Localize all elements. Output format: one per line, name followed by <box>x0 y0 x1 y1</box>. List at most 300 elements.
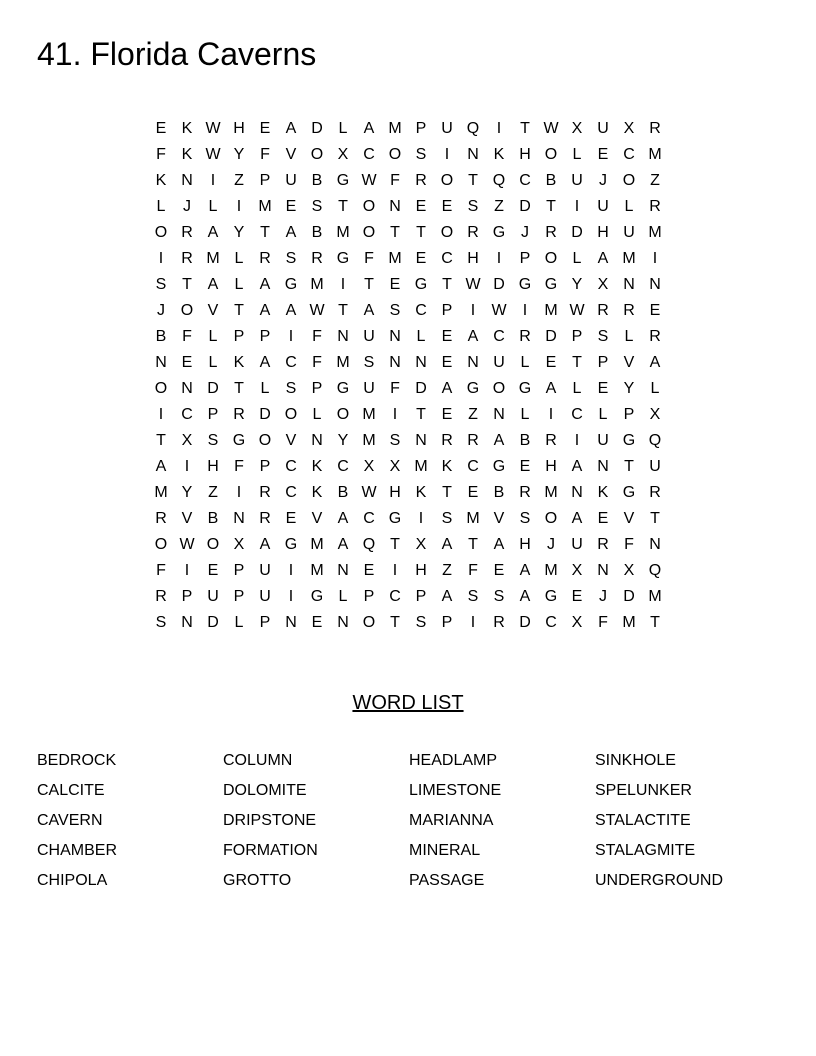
grid-cell: M <box>336 354 350 371</box>
page-title: 41. Florida Caverns <box>37 36 317 72</box>
grid-cell: L <box>624 328 634 345</box>
grid-cell: D <box>623 588 635 605</box>
grid-cell: R <box>181 224 193 241</box>
grid-cell: G <box>466 380 480 397</box>
grid-cell: H <box>467 250 479 267</box>
grid-cell: G <box>544 588 558 605</box>
grid-cell: R <box>467 224 479 241</box>
grid-row <box>148 480 668 506</box>
grid-cell: L <box>338 120 348 137</box>
grid-cell: I <box>288 562 294 579</box>
grid-cell: N <box>181 614 193 631</box>
grid-cell: D <box>571 224 583 241</box>
grid-cell: R <box>597 536 609 553</box>
grid-cell: Y <box>337 432 349 449</box>
grid-cell: V <box>623 354 635 371</box>
grid-cell: A <box>337 536 349 553</box>
grid-cell: A <box>467 328 479 345</box>
grid-cell: X <box>571 562 583 579</box>
grid-cell: A <box>545 380 557 397</box>
grid-cell: T <box>234 302 244 319</box>
word-list-item: CALCITE <box>37 782 105 799</box>
grid-cell: R <box>519 484 531 501</box>
grid-cell: F <box>234 458 244 475</box>
grid-cell: C <box>285 484 297 501</box>
grid-cell: V <box>493 510 505 527</box>
word-list-item: SPELUNKER <box>595 782 692 799</box>
grid-cell: A <box>285 224 297 241</box>
grid-cell: W <box>569 302 585 319</box>
grid-cell: A <box>207 224 219 241</box>
grid-cell: O <box>362 198 376 215</box>
grid-cell: E <box>597 146 609 163</box>
word-list-item: STALACTITE <box>595 812 691 829</box>
grid-cell: K <box>597 484 609 501</box>
grid-row <box>148 584 668 610</box>
grid-cell: F <box>312 328 322 345</box>
grid-cell: P <box>441 614 453 631</box>
grid-cell: N <box>493 406 505 423</box>
word-list-item: DRIPSTONE <box>223 812 317 829</box>
grid-cell: I <box>496 120 502 137</box>
word-list-item: CHIPOLA <box>37 872 108 889</box>
grid-cell: S <box>415 614 427 631</box>
grid-cell: I <box>652 250 658 267</box>
grid-cell: S <box>597 328 609 345</box>
grid-cell: P <box>415 120 427 137</box>
grid-cell: R <box>649 198 661 215</box>
grid-cell: R <box>259 484 271 501</box>
grid-cell: L <box>312 406 322 423</box>
grid-row <box>148 350 668 376</box>
grid-row <box>148 506 668 532</box>
grid-cell: M <box>336 224 350 241</box>
grid-cell: O <box>180 302 194 319</box>
grid-cell: C <box>389 588 401 605</box>
grid-cell: H <box>233 120 245 137</box>
grid-cell: X <box>649 406 661 423</box>
grid-cell: M <box>310 536 324 553</box>
grid-cell: S <box>311 198 323 215</box>
grid-cell: N <box>415 432 427 449</box>
grid-cell: R <box>441 432 453 449</box>
grid-cell: D <box>493 276 505 293</box>
grid-cell: U <box>285 172 297 189</box>
grid-cell: F <box>156 146 166 163</box>
grid-cell: Q <box>648 432 662 449</box>
grid-cell: C <box>363 146 375 163</box>
grid-cell: O <box>622 172 636 189</box>
grid-cell: F <box>260 146 270 163</box>
grid-cell: I <box>574 432 580 449</box>
grid-cell: G <box>518 380 532 397</box>
grid-cell: P <box>259 172 271 189</box>
grid-cell: M <box>362 432 376 449</box>
grid-cell: F <box>390 380 400 397</box>
grid-cell: P <box>571 328 583 345</box>
grid-cell: O <box>154 536 168 553</box>
grid-cell: R <box>623 302 635 319</box>
grid-cell: N <box>623 276 635 293</box>
grid-cell: S <box>493 588 505 605</box>
grid-cell: W <box>361 484 377 501</box>
grid-cell: P <box>363 588 375 605</box>
grid-cell: S <box>389 302 401 319</box>
grid-cell: F <box>624 536 634 553</box>
grid-cell: L <box>208 354 218 371</box>
grid-cell: E <box>181 354 193 371</box>
grid-cell: T <box>338 302 348 319</box>
grid-cell: E <box>441 406 453 423</box>
grid-cell: M <box>648 146 662 163</box>
grid-cell: M <box>414 458 428 475</box>
grid-cell: T <box>390 224 400 241</box>
grid-cell: U <box>649 458 661 475</box>
grid-cell: C <box>337 458 349 475</box>
grid-cell: M <box>388 120 402 137</box>
grid-cell: Y <box>571 276 583 293</box>
grid-cell: M <box>154 484 168 501</box>
grid-cell: T <box>650 614 660 631</box>
grid-cell: I <box>236 484 242 501</box>
word-list-item: UNDERGROUND <box>595 872 723 889</box>
grid-cell: G <box>284 276 298 293</box>
grid-row <box>148 142 668 168</box>
grid-cell: W <box>179 536 195 553</box>
grid-cell: C <box>623 146 635 163</box>
grid-cell: S <box>285 380 297 397</box>
grid-cell: E <box>597 380 609 397</box>
grid-cell: E <box>441 328 453 345</box>
grid-cell: P <box>233 588 245 605</box>
grid-cell: F <box>468 562 478 579</box>
grid-cell: B <box>207 510 219 527</box>
grid-cell: E <box>259 120 271 137</box>
grid-cell: A <box>363 120 375 137</box>
grid-cell: D <box>519 198 531 215</box>
grid-cell: Q <box>466 120 480 137</box>
grid-cell: F <box>598 614 608 631</box>
grid-cell: A <box>285 120 297 137</box>
grid-cell: F <box>364 250 374 267</box>
grid-cell: O <box>492 380 506 397</box>
grid-cell: Z <box>442 562 452 579</box>
grid-cell: A <box>441 380 453 397</box>
grid-cell: P <box>259 614 271 631</box>
grid-cell: T <box>572 354 582 371</box>
grid-cell: U <box>207 588 219 605</box>
grid-cell: R <box>545 432 557 449</box>
grid-cell: E <box>285 510 297 527</box>
grid-cell: A <box>285 302 297 319</box>
grid-cell: L <box>234 614 244 631</box>
grid-cell: U <box>363 328 375 345</box>
grid-cell: K <box>493 146 505 163</box>
grid-cell: G <box>622 484 636 501</box>
grid-row <box>148 610 668 636</box>
grid-cell: A <box>259 536 271 553</box>
grid-cell: N <box>181 380 193 397</box>
grid-cell: I <box>184 562 190 579</box>
grid-cell: S <box>155 276 167 293</box>
grid-cell: A <box>441 536 453 553</box>
grid-cell: W <box>465 276 481 293</box>
grid-cell: S <box>441 510 453 527</box>
grid-cell: B <box>311 172 323 189</box>
grid-cell: I <box>288 328 294 345</box>
grid-cell: B <box>311 224 323 241</box>
grid-cell: T <box>390 614 400 631</box>
grid-cell: N <box>155 354 167 371</box>
grid-cell: E <box>389 276 401 293</box>
grid-cell: I <box>548 406 554 423</box>
grid-cell: D <box>545 328 557 345</box>
word-list-item: LIMESTONE <box>409 782 502 799</box>
grid-cell: I <box>392 406 398 423</box>
grid-cell: K <box>311 458 323 475</box>
grid-cell: G <box>544 276 558 293</box>
grid-cell: K <box>233 354 245 371</box>
word-list-heading: WORD LIST <box>352 692 464 714</box>
grid-cell: X <box>623 562 635 579</box>
grid-cell: O <box>440 224 454 241</box>
grid-cell: Z <box>208 484 218 501</box>
grid-cell: Z <box>468 406 478 423</box>
grid-cell: T <box>624 458 634 475</box>
grid-cell: S <box>363 354 375 371</box>
grid-cell: N <box>181 172 193 189</box>
grid-cell: C <box>181 406 193 423</box>
grid-cell: L <box>260 380 270 397</box>
grid-cell: N <box>389 328 401 345</box>
grid-cell: P <box>519 250 531 267</box>
word-list-item: MARIANNA <box>409 812 494 829</box>
grid-cell: X <box>181 432 193 449</box>
grid-cell: M <box>544 562 558 579</box>
grid-cell: E <box>155 120 167 137</box>
grid-cell: N <box>337 562 349 579</box>
grid-cell: G <box>414 276 428 293</box>
grid-cell: K <box>415 484 427 501</box>
grid-cell: V <box>623 510 635 527</box>
grid-cell: O <box>206 536 220 553</box>
grid-cell: U <box>597 120 609 137</box>
grid-cell: G <box>336 250 350 267</box>
grid-cell: E <box>415 198 427 215</box>
grid-cell: B <box>493 484 505 501</box>
grid-cell: L <box>572 250 582 267</box>
grid-cell: R <box>649 484 661 501</box>
grid-cell: R <box>155 510 167 527</box>
grid-cell: K <box>155 172 167 189</box>
grid-cell: V <box>207 302 219 319</box>
grid-cell: C <box>571 406 583 423</box>
grid-cell: X <box>389 458 401 475</box>
grid-cell: L <box>520 354 530 371</box>
grid-cell: R <box>415 172 427 189</box>
grid-cell: G <box>622 432 636 449</box>
grid-cell: U <box>571 536 583 553</box>
grid-cell: A <box>649 354 661 371</box>
grid-cell: X <box>571 120 583 137</box>
grid-cell: N <box>467 354 479 371</box>
grid-cell: H <box>207 458 219 475</box>
grid-cell: T <box>182 276 192 293</box>
grid-cell: E <box>597 510 609 527</box>
grid-cell: H <box>415 562 427 579</box>
word-list-item: FORMATION <box>223 842 318 859</box>
grid-cell: B <box>519 432 531 449</box>
grid-cell: Q <box>648 562 662 579</box>
grid-cell: O <box>544 146 558 163</box>
grid-cell: M <box>648 588 662 605</box>
grid-cell: C <box>441 250 453 267</box>
grid-cell: R <box>181 250 193 267</box>
grid-cell: J <box>157 302 165 319</box>
grid-cell: P <box>259 458 271 475</box>
grid-cell: H <box>519 536 531 553</box>
grid-cell: P <box>597 354 609 371</box>
grid-cell: A <box>259 276 271 293</box>
grid-cell: I <box>158 406 164 423</box>
grid-row <box>148 272 668 298</box>
word-list-item: STALAGMITE <box>595 842 696 859</box>
grid-cell: F <box>182 328 192 345</box>
grid-cell: P <box>181 588 193 605</box>
grid-cell: N <box>389 198 401 215</box>
grid-cell: E <box>493 562 505 579</box>
grid-cell: V <box>181 510 193 527</box>
grid-cell: A <box>519 562 531 579</box>
grid-cell: Y <box>233 224 245 241</box>
grid-cell: T <box>416 406 426 423</box>
grid-cell: N <box>337 614 349 631</box>
grid-cell: I <box>470 614 476 631</box>
grid-cell: C <box>285 354 297 371</box>
grid-cell: N <box>337 328 349 345</box>
grid-row <box>148 194 668 220</box>
grid-cell: G <box>336 380 350 397</box>
grid-cell: A <box>337 510 349 527</box>
grid-cell: T <box>468 172 478 189</box>
grid-cell: M <box>310 276 324 293</box>
grid-cell: S <box>285 250 297 267</box>
grid-cell: R <box>467 432 479 449</box>
grid-cell: L <box>208 328 218 345</box>
grid-cell: R <box>519 328 531 345</box>
grid-row <box>148 428 668 454</box>
grid-cell: Z <box>234 172 244 189</box>
grid-cell: K <box>181 120 193 137</box>
grid-cell: I <box>184 458 190 475</box>
grid-cell: L <box>598 406 608 423</box>
word-list-item: COLUMN <box>223 752 293 769</box>
grid-cell: K <box>181 146 193 163</box>
word-list-item: CAVERN <box>37 812 103 829</box>
grid-cell: P <box>441 302 453 319</box>
grid-cell: R <box>493 614 505 631</box>
word-list-item: MINERAL <box>409 842 481 859</box>
grid-cell: X <box>415 536 427 553</box>
grid-cell: W <box>309 302 325 319</box>
grid-cell: N <box>597 458 609 475</box>
grid-cell: T <box>338 198 348 215</box>
word-list-item: HEADLAMP <box>409 752 498 769</box>
grid-cell: C <box>415 302 427 319</box>
grid-cell: Q <box>492 172 506 189</box>
grid-row <box>148 402 668 428</box>
grid-row <box>148 298 668 324</box>
grid-cell: D <box>207 614 219 631</box>
grid-cell: T <box>442 484 452 501</box>
grid-cell: M <box>544 302 558 319</box>
grid-cell: I <box>496 250 502 267</box>
word-list <box>37 746 781 896</box>
grid-cell: O <box>154 224 168 241</box>
grid-cell: O <box>310 146 324 163</box>
grid-cell: S <box>415 146 427 163</box>
grid-cell: O <box>362 614 376 631</box>
grid-cell: S <box>519 510 531 527</box>
grid-row <box>148 246 668 272</box>
grid-cell: R <box>597 302 609 319</box>
grid-cell: V <box>285 146 297 163</box>
grid-cell: M <box>466 510 480 527</box>
grid-cell: I <box>418 510 424 527</box>
grid-cell: J <box>599 172 607 189</box>
grid-cell: N <box>311 432 323 449</box>
grid-cell: D <box>259 406 271 423</box>
grid-row <box>148 116 668 142</box>
grid-cell: F <box>390 172 400 189</box>
grid-cell: S <box>467 198 479 215</box>
grid-cell: H <box>519 146 531 163</box>
grid-cell: V <box>285 432 297 449</box>
grid-cell: T <box>442 276 452 293</box>
grid-cell: L <box>572 380 582 397</box>
grid-cell: M <box>648 224 662 241</box>
grid-cell: L <box>208 198 218 215</box>
grid-cell: X <box>233 536 245 553</box>
grid-cell: R <box>649 328 661 345</box>
grid-cell: W <box>205 120 221 137</box>
grid-cell: R <box>311 250 323 267</box>
grid-cell: P <box>207 406 219 423</box>
grid-cell: I <box>236 198 242 215</box>
grid-cell: R <box>649 120 661 137</box>
grid-cell: W <box>361 172 377 189</box>
grid-cell: A <box>571 458 583 475</box>
grid-cell: N <box>233 510 245 527</box>
grid-cell: I <box>522 302 528 319</box>
grid-cell: K <box>441 458 453 475</box>
grid-cell: H <box>597 224 609 241</box>
grid-cell: W <box>491 302 507 319</box>
grid-cell: L <box>338 588 348 605</box>
grid-cell: M <box>258 198 272 215</box>
grid-cell: R <box>233 406 245 423</box>
grid-cell: I <box>392 562 398 579</box>
grid-cell: C <box>467 458 479 475</box>
grid-cell: F <box>156 562 166 579</box>
grid-cell: E <box>545 354 557 371</box>
grid-cell: O <box>544 250 558 267</box>
grid-cell: P <box>415 588 427 605</box>
grid-cell: M <box>206 250 220 267</box>
word-list-item: DOLOMITE <box>223 782 307 799</box>
grid-cell: I <box>288 588 294 605</box>
grid-cell: D <box>415 380 427 397</box>
